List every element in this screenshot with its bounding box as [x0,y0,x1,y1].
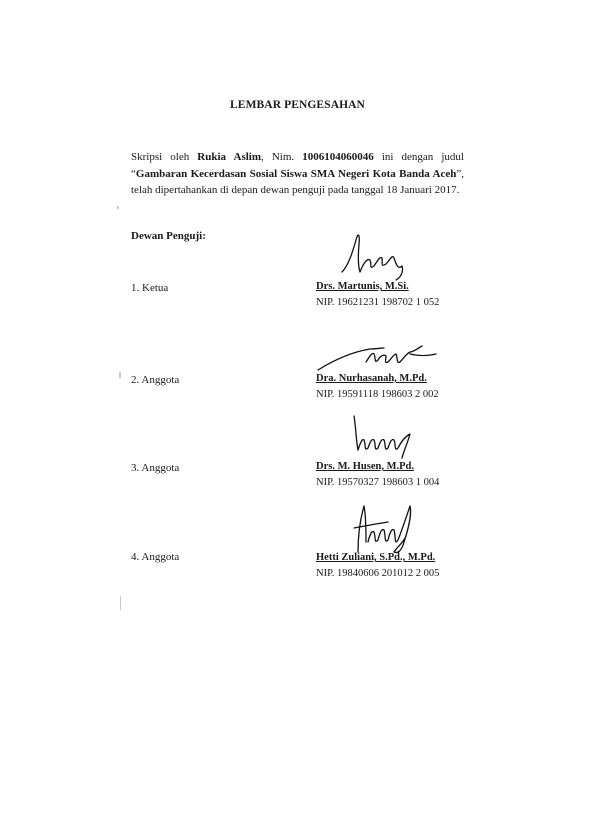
scan-artifact [119,372,121,378]
examiner-nip-1: NIP. 19621231 198702 1 052 [316,297,440,308]
scan-artifact [120,596,121,610]
intro-text-2: , Nim. [261,151,303,163]
examiner-role-3: 3. Anggota [131,462,180,474]
intro-paragraph [131,149,464,199]
examiner-role-2: 2. Anggota [131,374,180,386]
signature-image-4 [344,496,420,558]
page-title: LEMBAR PENGESAHAN [230,99,365,111]
author-name: Rukia Aslim [197,151,261,163]
thesis-title: Gambaran Kecerdasan Sosial Siswa SMA Negeri Kota Banda Aceh [135,167,457,180]
examiner-role-1: 1. Ketua [131,282,169,294]
examiner-block-4 [316,550,439,582]
examiner-block-1 [316,279,439,311]
signature-image-2 [314,340,444,374]
intro-text-1: Skripsi oleh [131,151,198,163]
signature-image-3 [348,412,420,460]
examiner-block-3 [316,459,439,491]
examiner-name-3: Drs. M. Husen, M.Pd. [316,461,414,472]
student-number: 1006104060046 [302,151,374,163]
examiner-name-4: Hetti Zuliani, S.Pd., M.Pd. [316,552,436,563]
board-heading: Dewan Penguji: [131,230,206,242]
examiner-name-1: Drs. Martunis, M.Si. [316,281,409,292]
scan-artifact [117,206,119,209]
intro-text-3: ini dengan judul “ [131,151,464,180]
examiner-block-2 [316,371,439,403]
examiner-nip-3: NIP. 19570327 198603 1 004 [316,477,440,488]
intro-text-4: ”, telah dipertahankan di depan dewan penguji pada tanggal 18 Januari 2017. [131,167,464,196]
signature-image-1 [338,228,418,284]
examiner-role-4: 4. Anggota [131,551,180,563]
examiner-nip-4: NIP. 19840606 201012 2 005 [316,568,440,579]
examiner-nip-2: NIP. 19591118 198603 2 002 [316,389,439,400]
examiner-name-2: Dra. Nurhasanah, M.Pd. [316,373,427,384]
